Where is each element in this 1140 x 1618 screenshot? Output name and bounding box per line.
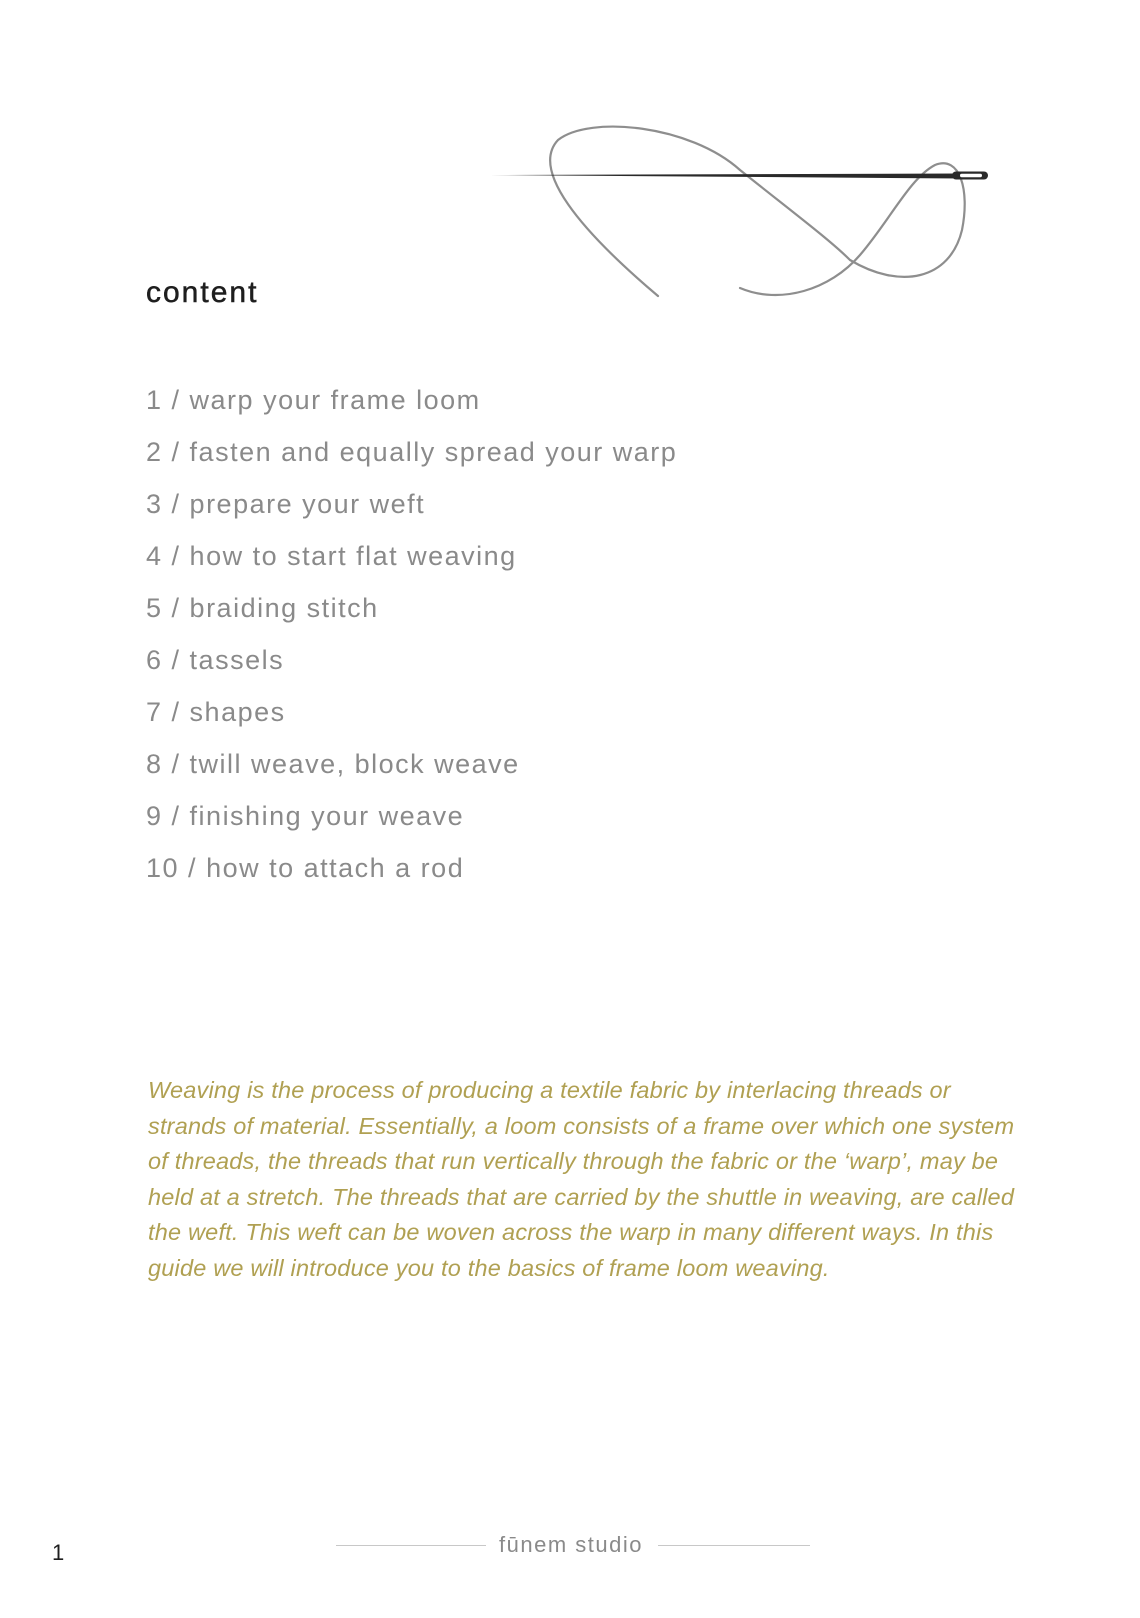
table-of-contents: [146, 380, 677, 900]
toc-item-title: finishing your weave: [189, 801, 465, 831]
toc-item-number: 6: [146, 645, 163, 675]
toc-item: 9 / finishing your weave: [146, 801, 465, 831]
toc-item-title: warp your frame loom: [189, 385, 481, 415]
toc-item-title: prepare your weft: [189, 489, 426, 519]
toc-item-number: 3: [146, 489, 163, 519]
toc-item-number: 9: [146, 801, 163, 831]
footer-divider-left: [336, 1545, 486, 1546]
toc-item-title: tassels: [189, 645, 285, 675]
toc-item: 5 / braiding stitch: [146, 593, 379, 623]
toc-item-title: twill weave, block weave: [189, 749, 520, 779]
footer-brand: fūnem studio: [499, 1532, 643, 1557]
toc-item: 4 / how to start flat weaving: [146, 541, 517, 571]
toc-item-number: 7: [146, 697, 163, 727]
toc-item-number: 4: [146, 541, 163, 571]
toc-item: 2 / fasten and equally spread your warp: [146, 437, 678, 467]
page-number: 1: [52, 1540, 65, 1565]
needle-and-thread-icon: [490, 110, 1030, 320]
footer-divider-right: [658, 1545, 810, 1546]
toc-item-title: fasten and equally spread your warp: [189, 437, 678, 467]
toc-item: 6 / tassels: [146, 645, 285, 675]
page-footer: [0, 1530, 1140, 1570]
toc-item-title: how to attach a rod: [206, 853, 465, 883]
page-title: content: [146, 276, 259, 309]
toc-item-number: 1: [146, 385, 163, 415]
toc-item-title: shapes: [189, 697, 286, 727]
toc-item-number: 10: [146, 853, 180, 883]
intro-paragraph: Weaving is the process of producing a textile fabric by interlacing threads or strands of material. Essentially, a loom consists of a frame over which one system of threads, the threads that run vertically through the fabric or the ‘warp’, may be held at a stretch. The threads that are carried by the shuttle in weaving, are called the weft. This weft can be woven across the warp in many different ways. In this guide we will introduce you to the basics of frame loom weaving.: [148, 1077, 1015, 1281]
toc-item-number: 5: [146, 593, 163, 623]
toc-item: 8 / twill weave, block weave: [146, 749, 520, 779]
toc-item-title: how to start flat weaving: [189, 541, 517, 571]
toc-item: 10 / how to attach a rod: [146, 853, 465, 883]
toc-item: 7 / shapes: [146, 697, 286, 727]
toc-item-number: 8: [146, 749, 163, 779]
toc-item: 1 / warp your frame loom: [146, 385, 481, 415]
toc-item-title: braiding stitch: [189, 593, 379, 623]
toc-item: 3 / prepare your weft: [146, 489, 426, 519]
toc-item-number: 2: [146, 437, 163, 467]
